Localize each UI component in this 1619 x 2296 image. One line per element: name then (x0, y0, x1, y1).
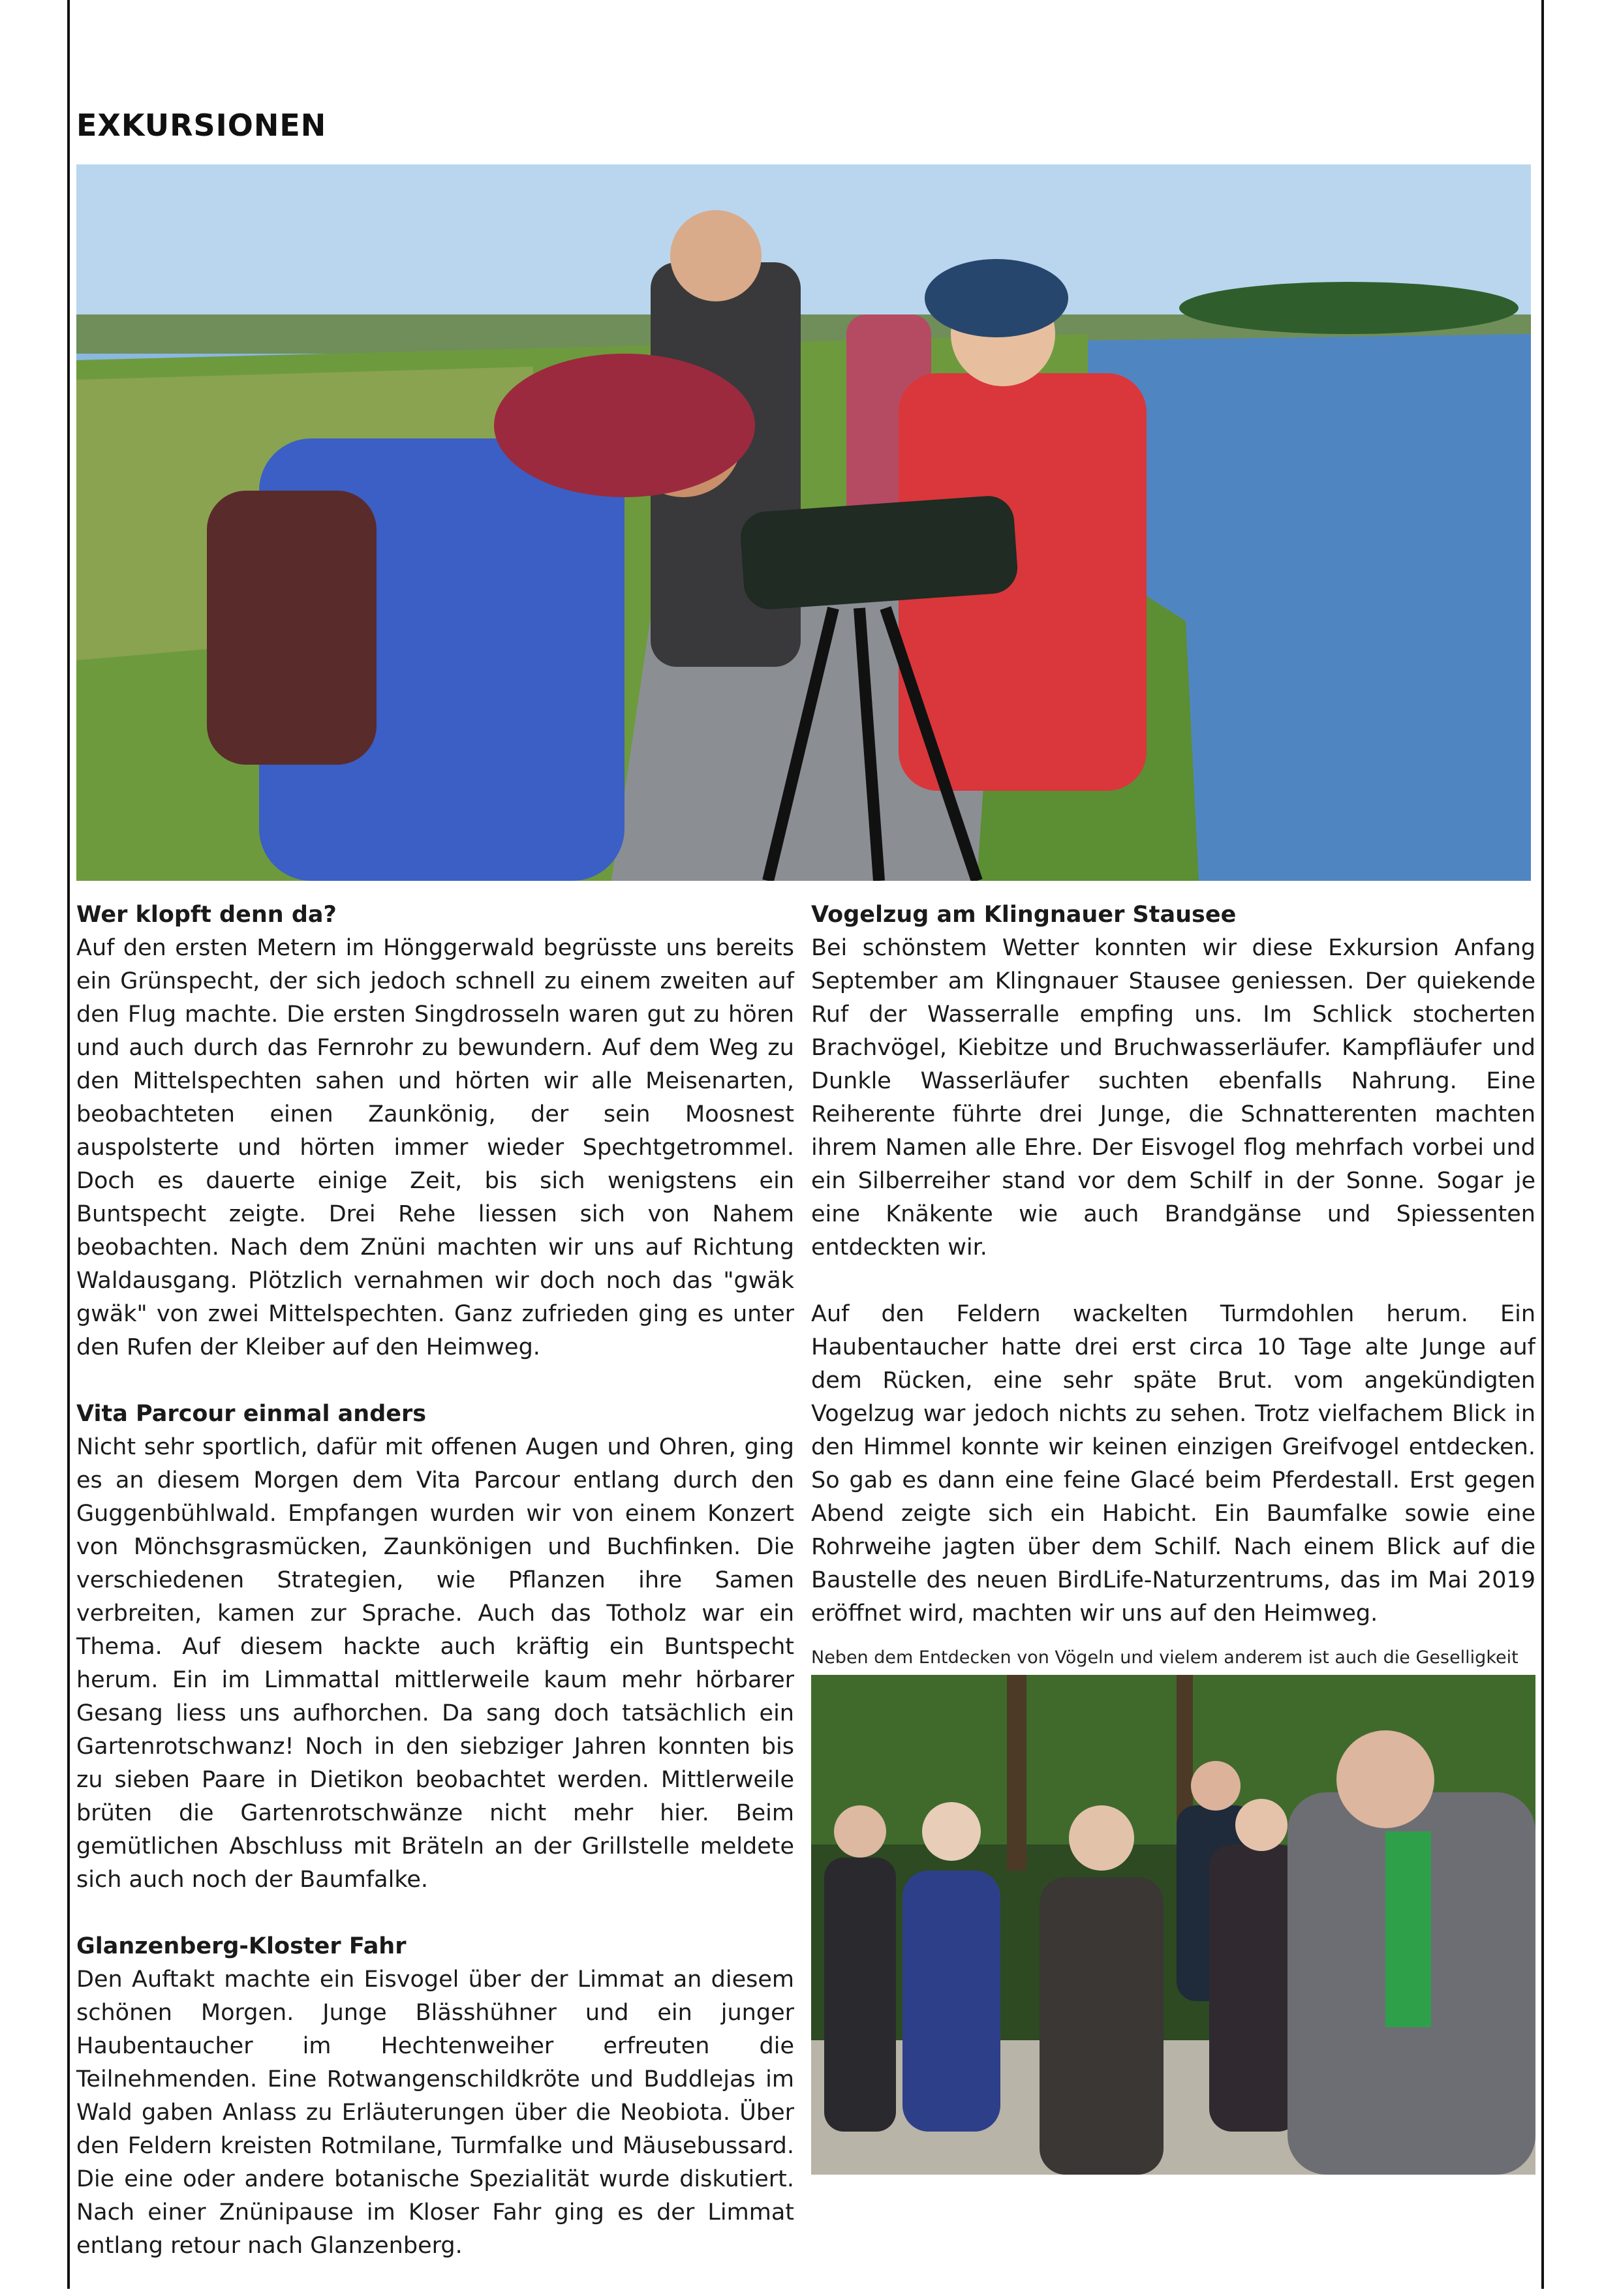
article-body-continued: Auf den Feldern wackelten Turmdohlen herum. Ein Haubentaucher hatte drei erst circa 10 Tage alte Junge auf dem Rücken, eine sehr späte Brut. vom angekündigten Vogelzug war jedoch nichts zu sehen. Trotz vielfachem Blick in den Himmel konnte wir keinen einzigen Greifvogel entdecken. So gab es dann eine feine Glacé beim Pferdestall. Erst gegen Abend zeigte sich ein Habicht. Ein Baumfalke sowie eine Rohrweihe jagten über dem Schilf. Nach einem Blick auf die Baustelle des neuen BirdLife-Naturzentrums, das im Mai 2019 eröffnet wird, machten wir uns auf den Heimweg. (811, 1301, 1535, 1627)
left-border-rule (67, 0, 70, 2289)
photo-birdwatchers-lake (76, 164, 1531, 881)
article-body: Nicht sehr sportlich, dafür mit offenen Augen und Ohren, ging es an diesem Morgen dem Vita Parcour entlang durch den Guggenbühlwald. Empfangen wurden wir von einem Konzert von Mönchsgrasmücken, Zaunkönigen und Buchfinken. Die verschiedenen Strategien, wie Pflanzen ihre Samen verbreiten, kamen zur Sprache. Auch das Totholz war ein Thema. Auf diesem hackte auch kräftig ein Buntspecht herum. Ein im Limmattal mittlerweile kaum mehr hörbarer Gesang liess uns aufhorchen. Da sang doch tatsächlich ein Gartenrotschwanz! Noch in den siebziger Jahren konnten bis zu sieben Paare in Dietikon beobachtet werden. Mittlerweile brüten die Gartenrotschwänze nicht mehr hier. Beim gemütlichen Abschluss mit Bräteln an der Grillstelle meldete sich auch noch der Baumfalke. (76, 1434, 794, 1893)
photo-group-excursion (811, 1675, 1535, 2175)
right-border-rule (1541, 0, 1544, 2289)
section-title: EXKURSIONEN (76, 108, 327, 143)
article-title: Vita Parcour einmal anders (76, 1401, 427, 1427)
article-body: Bei schönstem Wetter konnten wir diese Exkursion Anfang September am Klingnauer Stausee geniessen. Der quiekende Ruf der Wasserralle empfing uns. Im Schlick stocherten Brachvögel, Kiebitze und Bruchwasserläufer. Kampfläufer und Dunkle Wasserläufer suchten ebenfalls Nahrung. Eine Reiherente führte drei Junge, die Schnatterenten machten ihrem Namen alle Ehre. Der Eisvogel flog mehrfach vorbei und ein Silberreiher stand vor dem Schilf in der Sonne. Sogar je eine Knäkente wie auch Brandgänse und Spiessenten entdeckten wir. (811, 935, 1535, 1261)
photo-caption: Neben dem Entdecken von Vögeln und vielem anderem ist auch die Geselligkeit (811, 1647, 1519, 1668)
left-column (76, 898, 794, 2296)
article-body: Auf den ersten Metern im Hönggerwald begrüsste uns bereits ein Grünspecht, der sich jedoch schnell zu einem zweiten auf den Flug machte. Die ersten Singdrosseln waren gut zu hören und auch durch das Fernrohr zu bewundern. Auf dem Weg zu den Mittelspechten sahen und hörten wir alle Meisenarten, beobachteten einen Zaunkönig, der sein Moosnest auspolsterte und hörten immer wieder Spechtgetrommel. Doch es dauerte einige Zeit, bis sich wenigstens ein Buntspecht zeigte. Drei Rehe liessen sich von Nahem beobachten. Nach dem Znüni machten wir uns auf Richtung Waldausgang. Plötzlich vernahmen wir doch noch das "gwäk gwäk" von zwei Mittelspechten. Ganz zufrieden ging es unter den Rufen der Kleiber auf den Heimweg. (76, 935, 794, 1360)
article-title: Wer klopft denn da? (76, 902, 337, 928)
article-title: Glanzenberg-Kloster Fahr (76, 1933, 407, 1959)
right-column (811, 898, 1535, 1730)
article-title: Vogelzug am Klingnauer Stausee (811, 902, 1237, 928)
article-body: Den Auftakt machte ein Eisvogel über der Limmat an diesem schönen Morgen. Junge Blässhühner und ein junger Haubentaucher im Hechtenweiher erfreuten die Teilnehmenden. Eine Rotwangenschildkröte und Buddlejas im Wald gaben Anlass zu Erläuterungen über die Neobiota. Über den Feldern kreisten Rotmilane, Turmfalke und Mäusebussard. Die eine oder andere botanische Spezialität wurde diskutiert. Nach einer Znünipause im Kloser Fahr ging es der Limmat entlang retour nach Glanzenberg. (76, 1967, 794, 2259)
